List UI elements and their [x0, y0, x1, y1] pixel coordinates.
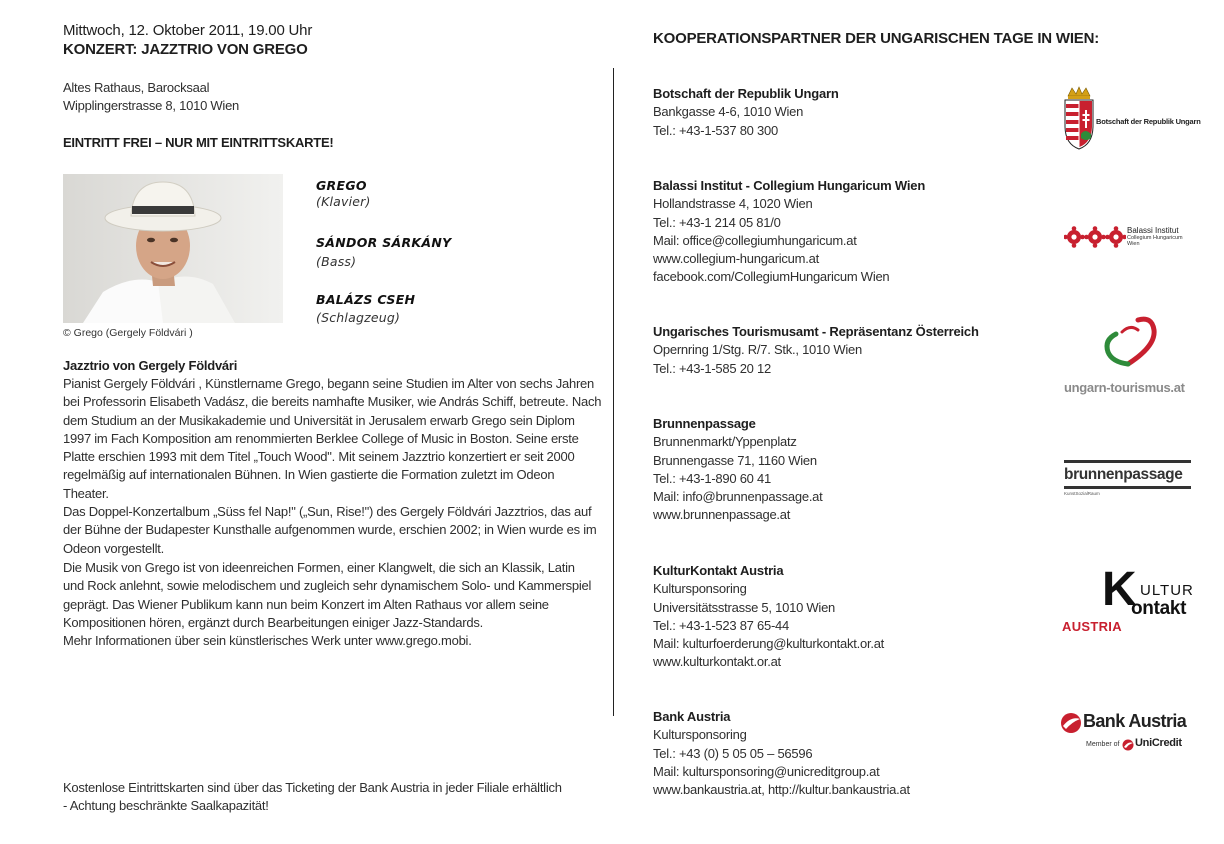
partner-phone: Tel.: +43-1-585 20 12	[653, 360, 771, 376]
musician-name: GREGO	[316, 178, 367, 193]
partner-web: www.bankaustria.at, http://kultur.bankaustria.at	[653, 782, 910, 798]
embassy-logo	[1062, 86, 1201, 150]
balassi-logo-text: Balassi Institut	[1127, 226, 1179, 235]
bio-line: und Rock anlehnt, sowie melodischem und zugleich sehr dynamischem Solo- und Kammerspiel	[63, 578, 592, 594]
musician-name: SÁNDOR SÁRKÁNY	[316, 235, 452, 250]
partner-mail: Mail: kulturfoerderung@kulturkontakt.or.at	[653, 636, 885, 652]
unicredit-text: UniCredit	[1135, 737, 1182, 749]
partner-phone: Tel.: +43-1 214 05 81/0	[653, 214, 781, 230]
unicredit-icon	[1122, 739, 1134, 751]
partner-web: www.collegium-hungaricum.at	[653, 251, 819, 267]
partner-name: Brunnenpassage	[653, 416, 756, 431]
event-date: Mittwoch, 12. Oktober 2011, 19.00 Uhr	[63, 22, 313, 39]
embassy-logo-text: Botschaft der Republik Ungarn	[1096, 117, 1201, 126]
bank-austria-swoosh-icon	[1060, 712, 1082, 734]
kulturkontakt-k-letter: K	[1102, 563, 1137, 616]
bio-heading: Jazztrio von Gergely Földvári	[63, 358, 238, 373]
partner-phone: Tel.: +43-1-523 87 65-44	[653, 617, 790, 633]
partner-mail: Mail: kultursponsoring@unicreditgroup.at	[653, 763, 880, 779]
partner-address: Brunnengasse 71, 1160 Wien	[653, 452, 817, 468]
partner-phone: Tel.: +43-1-537 80 300	[653, 122, 778, 138]
partner-name: Balassi Institut - Collegium Hungaricum Wien	[653, 178, 926, 193]
tourism-logo-text: ungarn-tourismus.at	[1064, 380, 1185, 395]
partner-location: Brunnenmarkt/Yppenplatz	[653, 434, 797, 450]
partner-address: Universitätsstrasse 5, 1010 Wien	[653, 599, 836, 615]
brunnenpassage-logo-sub: KunstSozialRaum	[1064, 491, 1100, 496]
venue-name: Altes Rathaus, Barocksaal	[63, 80, 210, 95]
bio-line: 1997 im Fach Komposition am renommierten Berklee College of Music in Boston. Seine erste	[63, 430, 579, 446]
musician-instrument: (Bass)	[316, 254, 357, 269]
event-title: KONZERT: JAZZTRIO VON GREGO	[63, 41, 308, 58]
bio-line: Mehr Informationen über sein künstlerisches Werk unter www.grego.mobi.	[63, 633, 472, 649]
kulturkontakt-austria-text: AUSTRIA	[1062, 619, 1122, 634]
partner-embassy	[653, 85, 1053, 140]
partner-department: Kultursponsoring	[653, 581, 747, 597]
kulturkontakt-top-text: ULTUR	[1140, 582, 1194, 599]
footer-ticket-info: Kostenlose Eintrittskarten sind über das Ticketing der Bank Austria in jeder Filiale erhältlich	[63, 780, 562, 795]
partner-web: www.kulturkontakt.or.at	[653, 654, 781, 670]
bio-line: Odeon vorgestellt.	[63, 540, 165, 556]
partner-bank-austria	[653, 708, 1053, 799]
bio-line: der Bühne der Budapester Kunsthalle aufgenommen wurde, erschien 2002; in Wien wurde es im	[63, 522, 597, 538]
bio-paragraph-2	[63, 559, 603, 650]
tourism-logo	[1062, 314, 1192, 398]
partner-department: Kultursponsoring	[653, 727, 747, 743]
partner-name: Ungarisches Tourismusamt - Repräsentanz Österreich	[653, 324, 979, 339]
footer-capacity-note: - Achtung beschränkte Saalkapazität!	[63, 798, 269, 813]
brunnenpassage-logo	[1064, 460, 1192, 502]
bank-austria-member-text: Member of	[1086, 741, 1120, 748]
bio-line: Pianist Gergely Földvári , Künstlername Grego, begann seine Studien im Alter von sechs Jahren	[63, 376, 594, 391]
heart-swirl-icon	[1098, 314, 1158, 372]
bio-line: Platte erschien 1993 mit dem Titel „Touch Wood". Mit seinem Jazztrio konzertiert er seit 2000	[63, 449, 575, 465]
partner-address: Opernring 1/Stg. R/7. Stk., 1010 Wien	[653, 342, 862, 358]
bio-line: geprägt. Das Wiener Publikum kann nun beim Konzert im Alten Rathaus vor allem seine	[63, 596, 549, 612]
portrait-illustration	[63, 174, 283, 323]
partner-phone: Tel.: +43 (0) 5 05 05 – 56596	[653, 745, 813, 761]
photo-caption: © Grego (Gergely Földvári )	[63, 327, 193, 339]
partner-name: KulturKontakt Austria	[653, 563, 784, 578]
grego-photo	[63, 174, 283, 323]
kulturkontakt-bottom-text: ontakt	[1131, 598, 1187, 619]
partner-address: Hollandstrasse 4, 1020 Wien	[653, 196, 813, 212]
musician-instrument: (Klavier)	[316, 194, 371, 209]
partner-mail: Mail: info@brunnenpassage.at	[653, 489, 823, 505]
balassi-logo	[1064, 224, 1192, 250]
bio-line: dem Studium an der Musikakademie und Universität in Jerusalem erwarb Grego sein Diplom	[63, 412, 575, 428]
bio-line: Die Musik von Grego ist von ideenreichen Formen, einer Klangwelt, die sich an Klassik, Latin	[63, 560, 575, 575]
bio-line: regelmäßig auf internationalen Bühnen. In Wien gastierte die Formation zuletzt im Odeon Theater.	[63, 467, 555, 501]
bank-austria-logo	[1060, 710, 1192, 756]
column-divider	[613, 68, 614, 716]
partner-name: Botschaft der Republik Ungarn	[653, 86, 839, 101]
hungary-coat-of-arms-icon	[1062, 86, 1096, 150]
entry-notice: EINTRITT FREI – NUR MIT EINTRITTSKARTE!	[63, 135, 334, 150]
bio-paragraph-1	[63, 375, 603, 558]
bio-line: bei Professorin Elisabeth Vadász, die bereits namhafte Musiker, wie András Schiff, betreute. Nach	[63, 394, 602, 410]
partner-phone: Tel.: +43-1-890 60 41	[653, 470, 771, 486]
partner-tourism	[653, 323, 1053, 378]
bio-line: Kompositionen hören, ergänzt durch Bearbeitungen einiger Jazz-Standards.	[63, 614, 483, 630]
balassi-flowers-icon	[1064, 226, 1126, 248]
brunnenpassage-bottom-bar	[1064, 486, 1191, 489]
partner-brunnenpassage	[653, 415, 1053, 525]
brunnenpassage-top-bar	[1064, 460, 1191, 463]
partner-name: Bank Austria	[653, 709, 731, 724]
musician-name: BALÁZS CSEH	[316, 292, 416, 307]
venue-address: Wipplingerstrasse 8, 1010 Wien	[63, 98, 240, 113]
kulturkontakt-logo	[1062, 563, 1194, 634]
musician-instrument: (Schlagzeug)	[316, 310, 401, 325]
brunnenpassage-logo-text: brunnenpassage	[1064, 466, 1183, 483]
partner-address: Bankgasse 4-6, 1010 Wien	[653, 104, 804, 120]
partner-facebook: facebook.com/CollegiumHungaricum Wien	[653, 269, 890, 285]
partners-heading: KOOPERATIONSPARTNER DER UNGARISCHEN TAGE IN WIEN:	[653, 30, 1100, 47]
partner-kulturkontakt	[653, 562, 1053, 672]
partner-balassi	[653, 177, 1053, 287]
bio-line: Das Doppel-Konzertalbum „Süss fel Nap!" („Sun, Rise!") des Gergely Földvári Jazztrios, das auf	[63, 504, 592, 520]
balassi-logo-subtext: Collegium Hungaricum	[1127, 235, 1183, 241]
partner-web: www.brunnenpassage.at	[653, 507, 791, 523]
balassi-logo-city: Wien	[1127, 241, 1140, 247]
partner-mail: Mail: office@collegiumhungaricum.at	[653, 232, 857, 248]
bank-austria-logo-text: Bank Austria	[1083, 711, 1187, 731]
